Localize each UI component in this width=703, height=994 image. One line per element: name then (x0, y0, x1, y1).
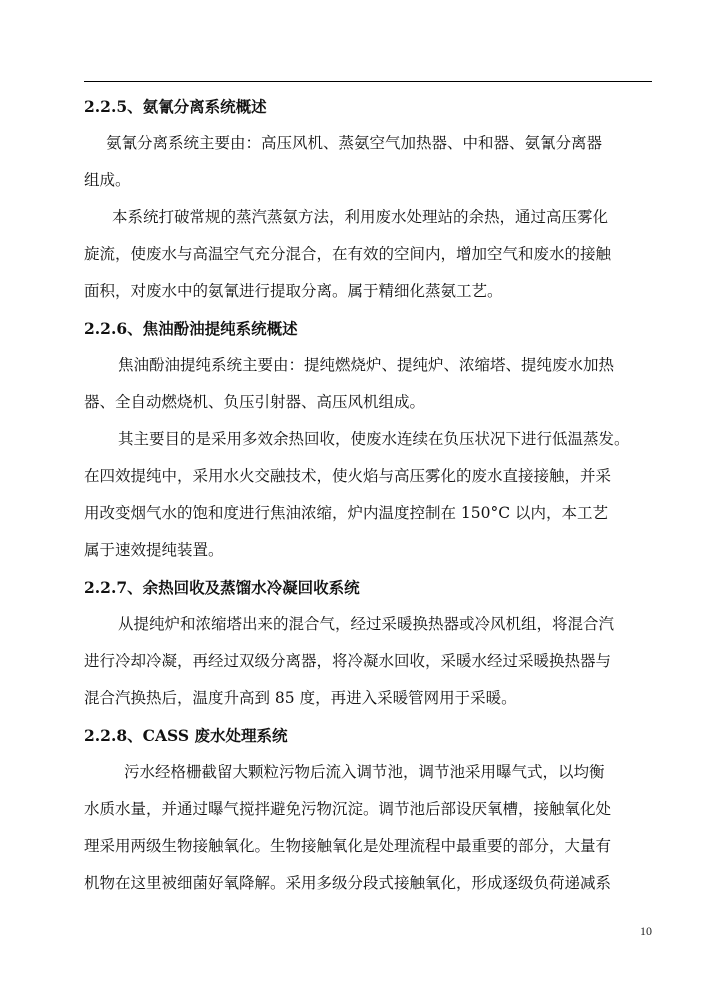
paragraph-line: 氨氰分离系统主要由：高压风机、蒸氨空气加热器、中和器、氨氰分离器 (106, 134, 603, 152)
paragraph-line: 属于速效提纯装置。 (84, 541, 224, 559)
paragraph-line: 混合汽换热后，温度升高到 85 度，再进入采暖管网用于采暖。 (84, 689, 517, 707)
section-heading-2-2-7: 2.2.7、余热回收及蒸馏水冷凝回收系统 (84, 578, 360, 597)
section-heading-2-2-6: 2.2.6、焦油酚油提纯系统概述 (84, 319, 298, 338)
paragraph-line: 器、全自动燃烧机、负压引射器、高压风机组成。 (84, 393, 426, 411)
paragraph-line: 机物在这里被细菌好氧降解。采用多级分段式接触氧化，形成逐级负荷递减系 (84, 874, 612, 892)
paragraph-line: 面积，对废水中的氨氰进行提取分离。属于精细化蒸氨工艺。 (84, 282, 503, 300)
paragraph-line: 旋流，使废水与高温空气充分混合，在有效的空间内，增加空气和废水的接触 (84, 245, 612, 263)
document-body (84, 88, 654, 902)
paragraph-line: 水质水量，并通过曝气搅拌避免污物沉淀。调节池后部设厌氧槽，接触氧化处 (84, 800, 612, 818)
paragraph-line: 本系统打破常规的蒸汽蒸氨方法，利用废水处理站的余热，通过高压雾化 (112, 208, 609, 226)
paragraph-line: 理采用两级生物接触氧化。生物接触氧化是处理流程中最重要的部分，大量有 (84, 837, 612, 855)
paragraph-line: 其主要目的是采用多效余热回收，使废水连续在负压状况下进行低温蒸发。 (118, 430, 630, 448)
paragraph-line: 从提纯炉和浓缩塔出来的混合气，经过采暖换热器或冷风机组，将混合汽 (118, 615, 615, 633)
paragraph-line: 组成。 (84, 171, 131, 189)
section-heading-2-2-8: 2.2.8、CASS 废水处理系统 (84, 726, 288, 745)
paragraph-line: 焦油酚油提纯系统主要由：提纯燃烧炉、提纯炉、浓缩塔、提纯废水加热 (118, 356, 615, 374)
paragraph-line: 在四效提纯中，采用水火交融技术，使火焰与高压雾化的废水直接接触，并采 (84, 467, 612, 485)
paragraph-line: 用改变烟气水的饱和度进行焦油浓缩，炉内温度控制在 150°C 以内，本工艺 (84, 504, 609, 522)
section-heading-2-2-5: 2.2.5、氨氰分离系统概述 (84, 97, 267, 116)
paragraph-line: 进行冷却冷凝，再经过双级分离器，将冷凝水回收，采暖水经过采暖换热器与 (84, 652, 612, 670)
header-rule (84, 81, 652, 82)
paragraph-line: 污水经格栅截留大颗粒污物后流入调节池，调节池采用曝气式，以均衡 (124, 763, 605, 781)
page-number: 10 (640, 924, 652, 938)
